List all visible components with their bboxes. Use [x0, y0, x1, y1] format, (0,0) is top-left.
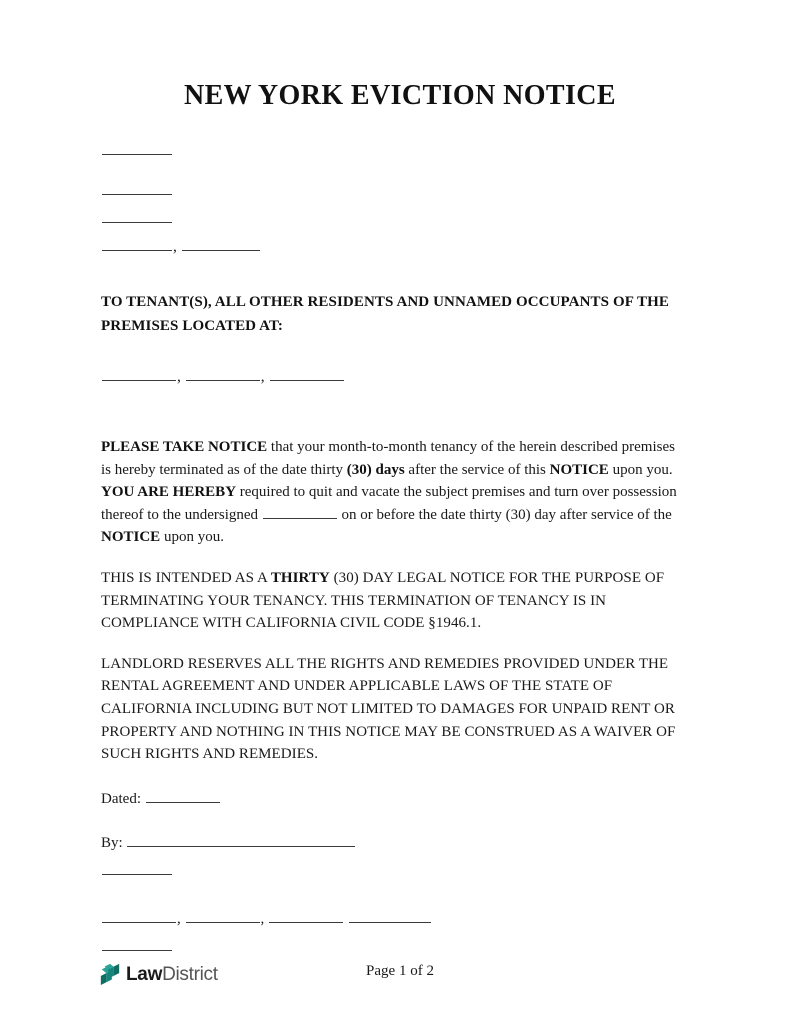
blank-field-printed-name[interactable] — [102, 863, 172, 875]
intent-bold-thirty: THIRTY — [270, 569, 330, 586]
blank-field-address-street[interactable] — [102, 369, 176, 381]
notice-text-6: upon you. — [160, 529, 224, 546]
blank-field[interactable] — [182, 239, 260, 251]
intent-text-2: (30) DAY LEGAL NOTICE FOR THE PURPOSE OF TERMINATING YOUR TENANCY. THIS TERMINATION OF TENANCY IS IN COMPLIANCE WITH CALIFORNIA CIVIL CODE §1946.1. — [101, 569, 665, 632]
notice-paragraph — [101, 436, 679, 549]
landlord-phone-line — [101, 936, 679, 958]
page-title: NEW YORK EVICTION NOTICE — [183, 80, 616, 111]
blank-field-landlord-street[interactable] — [102, 911, 176, 923]
notice-bold-you-are-hereby: YOU ARE HEREBY — [101, 484, 237, 501]
sender-line-1 — [101, 140, 679, 162]
signature-by-line — [101, 832, 679, 854]
blank-field-undersigned[interactable] — [263, 507, 337, 519]
logo-text-law: Law — [126, 963, 163, 985]
logo-text-district: District — [162, 963, 218, 985]
landlord-address-line — [101, 908, 679, 930]
blank-field-landlord-zip[interactable] — [349, 911, 431, 923]
blank-field[interactable] — [102, 183, 172, 195]
blank-field-landlord-city[interactable] — [186, 911, 260, 923]
blank-field[interactable] — [102, 211, 172, 223]
footer-separator-2: , — [260, 910, 268, 927]
notice-bold-notice-1: NOTICE — [549, 461, 609, 478]
intent-paragraph — [101, 567, 679, 635]
dated-line — [101, 788, 679, 810]
addressee-heading: TO TENANT(S), ALL OTHER RESIDENTS AND UNNAMED OCCUPANTS OF THE PREMISES LOCATED AT: — [101, 294, 669, 334]
by-label: By: — [101, 834, 127, 851]
address-separator-1: , — [177, 368, 185, 385]
footer-separator-3 — [344, 911, 348, 927]
reservation-paragraph: LANDLORD RESERVES ALL THE RIGHTS AND REMEDIES PROVIDED UNDER THE RENTAL AGREEMENT AND UNDER APPLICABLE LAWS OF THE STATE OF CALIFORNIA INCLUDING BUT NOT LIMITED TO DAMAGES FOR UNPAID RENT OR PROPERTY AND NOTHING IN THIS NOTICE MAY BE CONSTRUED AS A WAIVER OF SUCH RIGHTS AND REMEDIES. — [101, 655, 676, 763]
blank-field-signature[interactable] — [127, 835, 355, 847]
blank-field-address-city[interactable] — [186, 369, 260, 381]
blank-field-landlord-state[interactable] — [269, 911, 343, 923]
notice-bold-thirty-days: (30) days — [346, 461, 405, 478]
document-body — [101, 140, 679, 958]
sender-line-4 — [101, 236, 679, 258]
sender-separator: , — [173, 238, 181, 255]
intent-text-1: THIS IS INTENDED AS A — [101, 569, 271, 586]
property-address-line — [101, 366, 679, 388]
blank-field[interactable] — [102, 239, 172, 251]
notice-text-3: upon you. — [608, 461, 673, 478]
signature-name-line — [101, 860, 679, 882]
blank-field-date[interactable] — [146, 791, 220, 803]
notice-text-4: required to quit and vacate the subject premises and turn over possession thereof to the undersigned — [101, 484, 677, 523]
sender-line-3 — [101, 208, 679, 230]
dated-label: Dated: — [101, 790, 145, 807]
notice-bold-please-take-notice: PLEASE TAKE NOTICE — [101, 439, 268, 455]
blank-field-address-state[interactable] — [270, 369, 344, 381]
blank-field-landlord-phone[interactable] — [102, 939, 172, 951]
blank-field[interactable] — [102, 143, 172, 155]
footer-separator-1: , — [177, 910, 185, 927]
address-separator-2: , — [260, 368, 269, 385]
notice-text-5: on or before the date thirty (30) day after service of the — [337, 506, 672, 523]
notice-text-1: that your month-to-month tenancy of the herein described premises is hereby terminated as of the date thirty — [101, 439, 675, 478]
notice-text-2: after the service of this — [404, 461, 550, 478]
page-footer — [0, 960, 800, 990]
sender-line-2 — [101, 180, 679, 202]
page-number: Page 1 of 2 — [366, 963, 434, 979]
notice-bold-notice-2: NOTICE — [101, 529, 161, 546]
